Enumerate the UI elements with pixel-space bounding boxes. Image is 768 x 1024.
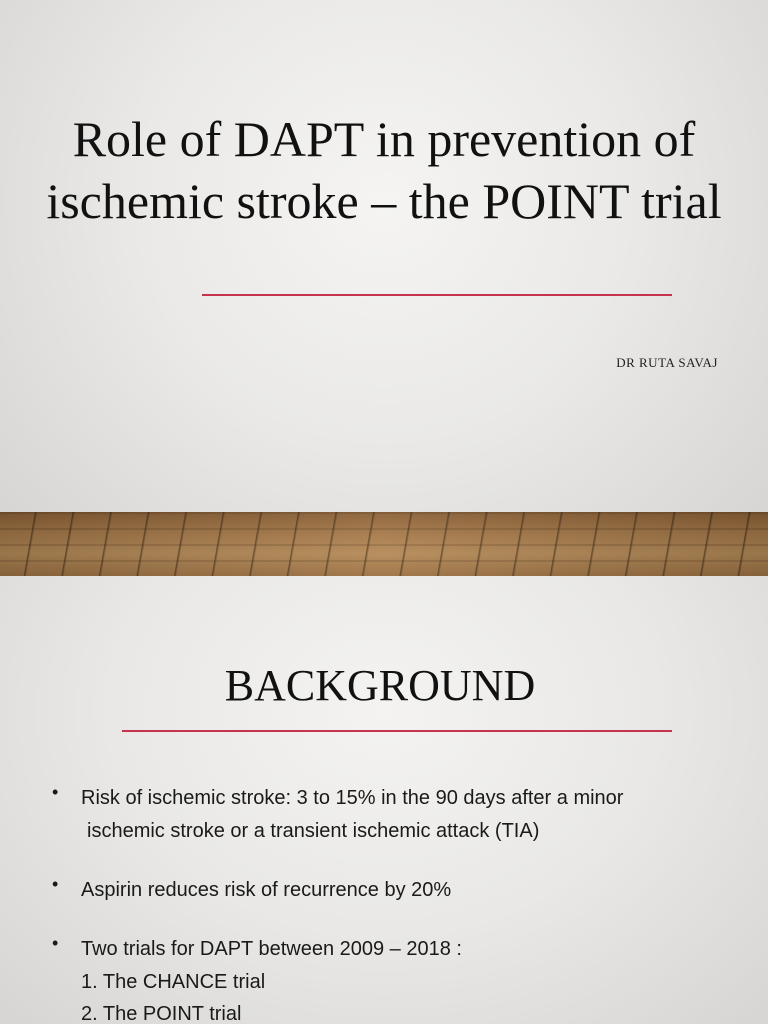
background-slide — [0, 576, 768, 1024]
bullet-item — [50, 933, 740, 1024]
bullet-dot-icon: • — [52, 782, 59, 802]
bullet-item — [50, 874, 740, 907]
sub-item: 2. The POINT trial — [81, 1003, 242, 1024]
bullet-text-continued: ischemic stroke or a transient ischemic attack (TIA) — [87, 820, 540, 842]
bullet-dot-icon: • — [52, 933, 59, 953]
bullet-item — [50, 782, 740, 848]
floor-shading — [0, 512, 768, 576]
bullet-list — [50, 782, 740, 1024]
slide-heading: BACKGROUND — [224, 661, 536, 710]
author-name: DR RUTA SAVAJ — [616, 355, 718, 370]
bullet-dot-icon: • — [52, 874, 59, 894]
title-underline — [202, 294, 672, 296]
bullet-text: Aspirin reduces risk of recurrence by 20% — [81, 879, 452, 901]
heading-underline — [122, 730, 672, 732]
bullet-text: Two trials for DAPT between 2009 – 2018 : — [81, 938, 462, 960]
bullet-text: Risk of ischemic stroke: 3 to 15% in the 90 days after a minor — [81, 787, 624, 809]
sub-item: 1. The CHANCE trial — [81, 971, 266, 993]
slide-title: Role of DAPT in prevention of ischemic stroke – the POINT trial — [46, 111, 722, 229]
wood-floor-decoration — [0, 512, 768, 576]
